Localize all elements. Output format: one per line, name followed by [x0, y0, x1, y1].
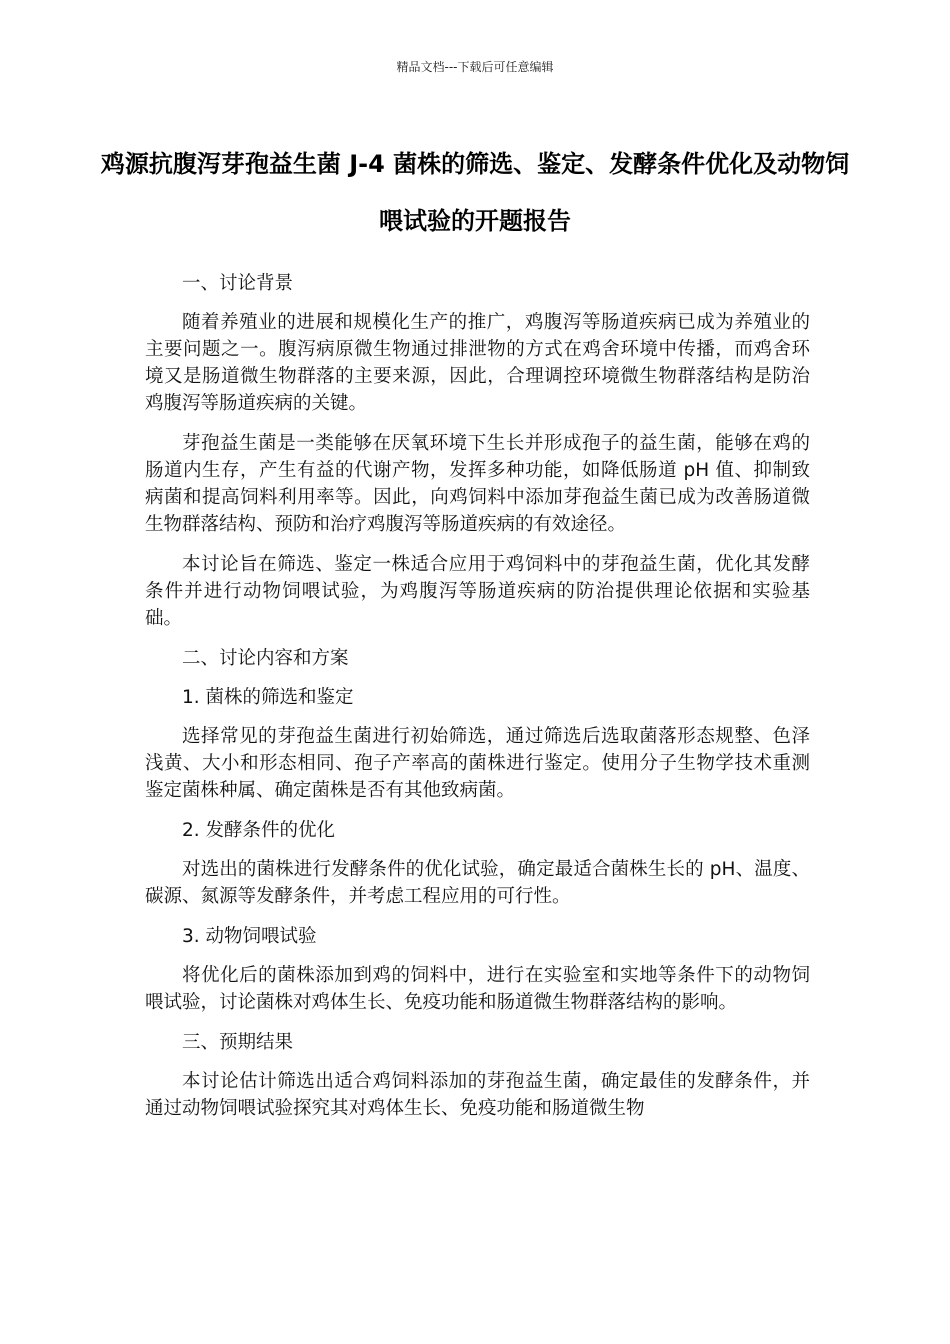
- paragraph: 芽孢益生菌是一类能够在厌氧环境下生长并形成孢子的益生菌，能够在鸡的肠道内生存，产生有益的代谢产物，发挥多种功能，如降低肠道 pH 值、抑制致病菌和提高饲料利用率等。因此，向鸡饲料中添加芽孢益生菌已成为改善肠道微生物群落结构、预防和治疗鸡腹泻等肠道疾病的有效途径。: [145, 433, 810, 535]
- paragraph: 将优化后的菌株添加到鸡的饲料中，进行在实验室和实地等条件下的动物饲喂试验，讨论菌株对鸡体生长、免疫功能和肠道微生物群落结构的影响。: [145, 965, 810, 1013]
- subsection-heading-feeding-trial: 3. 动物饲喂试验: [182, 926, 317, 947]
- paragraph: 随着养殖业的进展和规模化生产的推广，鸡腹泻等肠道疾病已成为养殖业的主要问题之一。腹泻病原微生物通过排泄物的方式在鸡舍环境中传播，而鸡舍环境又是肠道微生物群落的主要来源，因此，合理调控环境微生物群落结构是防治鸡腹泻等肠道疾病的关键。: [145, 312, 810, 414]
- subsection-heading-fermentation: 2. 发酵条件的优化: [182, 820, 336, 841]
- document-body: [145, 270, 810, 1135]
- subsection-heading-screening: 1. 菌株的筛选和鉴定: [182, 687, 354, 708]
- section-heading-expected-results: 三、预期结果: [182, 1032, 294, 1053]
- section-heading-background: 一、讨论背景: [182, 273, 294, 294]
- paragraph: 选择常见的芽孢益生菌进行初始筛选，通过筛选后选取菌落形态规整、色泽浅黄、大小和形态相同、孢子产率高的菌株进行鉴定。使用分子生物学技术重测鉴定菌株种属、确定菌株是否有其他致病菌。: [145, 726, 810, 801]
- header-note: 精品文档---下载后可任意编辑: [396, 60, 554, 74]
- section-heading-content: 二、讨论内容和方案: [182, 648, 349, 669]
- paragraph: 对选出的菌株进行发酵条件的优化试验，确定最适合菌株生长的 pH、温度、碳源、氮源等发酵条件，并考虑工程应用的可行性。: [145, 859, 810, 907]
- paragraph: 本讨论估计筛选出适合鸡饲料添加的芽孢益生菌，确定最佳的发酵条件，并通过动物饲喂试验探究其对鸡体生长、免疫功能和肠道微生物: [145, 1071, 810, 1119]
- document-title: 鸡源抗腹泻芽孢益生菌 J-4 菌株的筛选、鉴定、发酵条件优化及动物饲喂试验的开题报告: [100, 150, 850, 235]
- paragraph: 本讨论旨在筛选、鉴定一株适合应用于鸡饲料中的芽孢益生菌，优化其发酵条件并进行动物饲喂试验，为鸡腹泻等肠道疾病的防治提供理论依据和实验基础。: [145, 554, 810, 629]
